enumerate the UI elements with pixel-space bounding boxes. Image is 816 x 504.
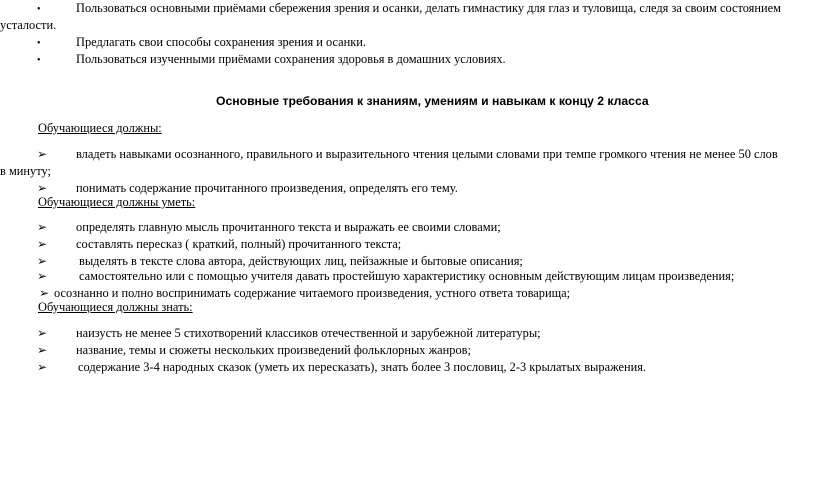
- bullet-dot-icon: •: [37, 38, 41, 49]
- arrow-bullet-icon: ➢: [37, 147, 48, 161]
- top-bullet-3: Пользоваться изученными приёмами сохранения здоровья в домашних условиях.: [76, 52, 506, 66]
- section1-item-1-line1: владеть навыками осознанного, правильного и выразительного чтения целыми словами при темпе громкого чтения не менее 50 слов: [76, 147, 778, 161]
- section2-item-3: выделять в тексте слова автора, действующих лиц, пейзажные и бытовые описания;: [79, 254, 523, 268]
- section2-title: Обучающиеся должны уметь:: [38, 195, 196, 209]
- arrow-bullet-icon: ➢: [37, 254, 48, 268]
- top-bullet-2: Предлагать свои способы сохранения зрения и осанки.: [76, 35, 367, 49]
- section3-item-3: содержание 3-4 народных сказок (уметь их пересказать), знать более 3 пословиц, 2-3 крылатых выражения.: [78, 360, 647, 374]
- section2-item-5: осознанно и полно воспринимать содержание читаемого произведения, устного ответа товарища;: [54, 286, 571, 300]
- section3-item-2: название, темы и сюжеты нескольких произведений фольклорных жанров;: [76, 343, 471, 357]
- arrow-bullet-icon: ➢: [37, 237, 48, 251]
- section1-item-1-line2: в минуту;: [0, 164, 51, 178]
- arrow-bullet-icon: ➢: [37, 360, 48, 374]
- arrow-bullet-icon: ➢: [37, 220, 48, 234]
- arrow-bullet-icon: ➢: [37, 343, 48, 357]
- section3-item-1: наизусть не менее 5 стихотворений классиков отечественной и зарубежной литературы;: [76, 326, 541, 340]
- section2-item-2: составлять пересказ ( краткий, полный) прочитанного текста;: [76, 237, 402, 251]
- arrow-bullet-icon: ➢: [37, 326, 48, 340]
- section2-item-1: определять главную мысль прочитанного текста и выражать ее своими словами;: [76, 220, 501, 234]
- section1-item-2: понимать содержание прочитанного произведения, определять его тему.: [76, 181, 458, 195]
- top-bullet-1-line1: Пользоваться основными приёмами сбережения зрения и осанки, делать гимнастику для глаз и туловища, следя за своим состоянием: [76, 1, 781, 15]
- bullet-dot-icon: •: [37, 55, 41, 66]
- section2-item-4: самостоятельно или с помощью учителя давать простейшую характеристику основным действующим лицам произведения;: [79, 269, 735, 283]
- section1-title: Обучающиеся должны:: [38, 121, 162, 135]
- arrow-bullet-icon: ➢: [37, 269, 48, 283]
- section-heading: Основные требования к знаниям, умениям и навыкам к концу 2 класса: [216, 94, 649, 108]
- arrow-bullet-icon: ➢: [39, 286, 50, 300]
- top-bullet-1-line2: усталости.: [0, 18, 57, 32]
- section3-title: Обучающиеся должны знать:: [38, 300, 193, 314]
- bullet-dot-icon: •: [37, 4, 41, 15]
- arrow-bullet-icon: ➢: [37, 181, 48, 195]
